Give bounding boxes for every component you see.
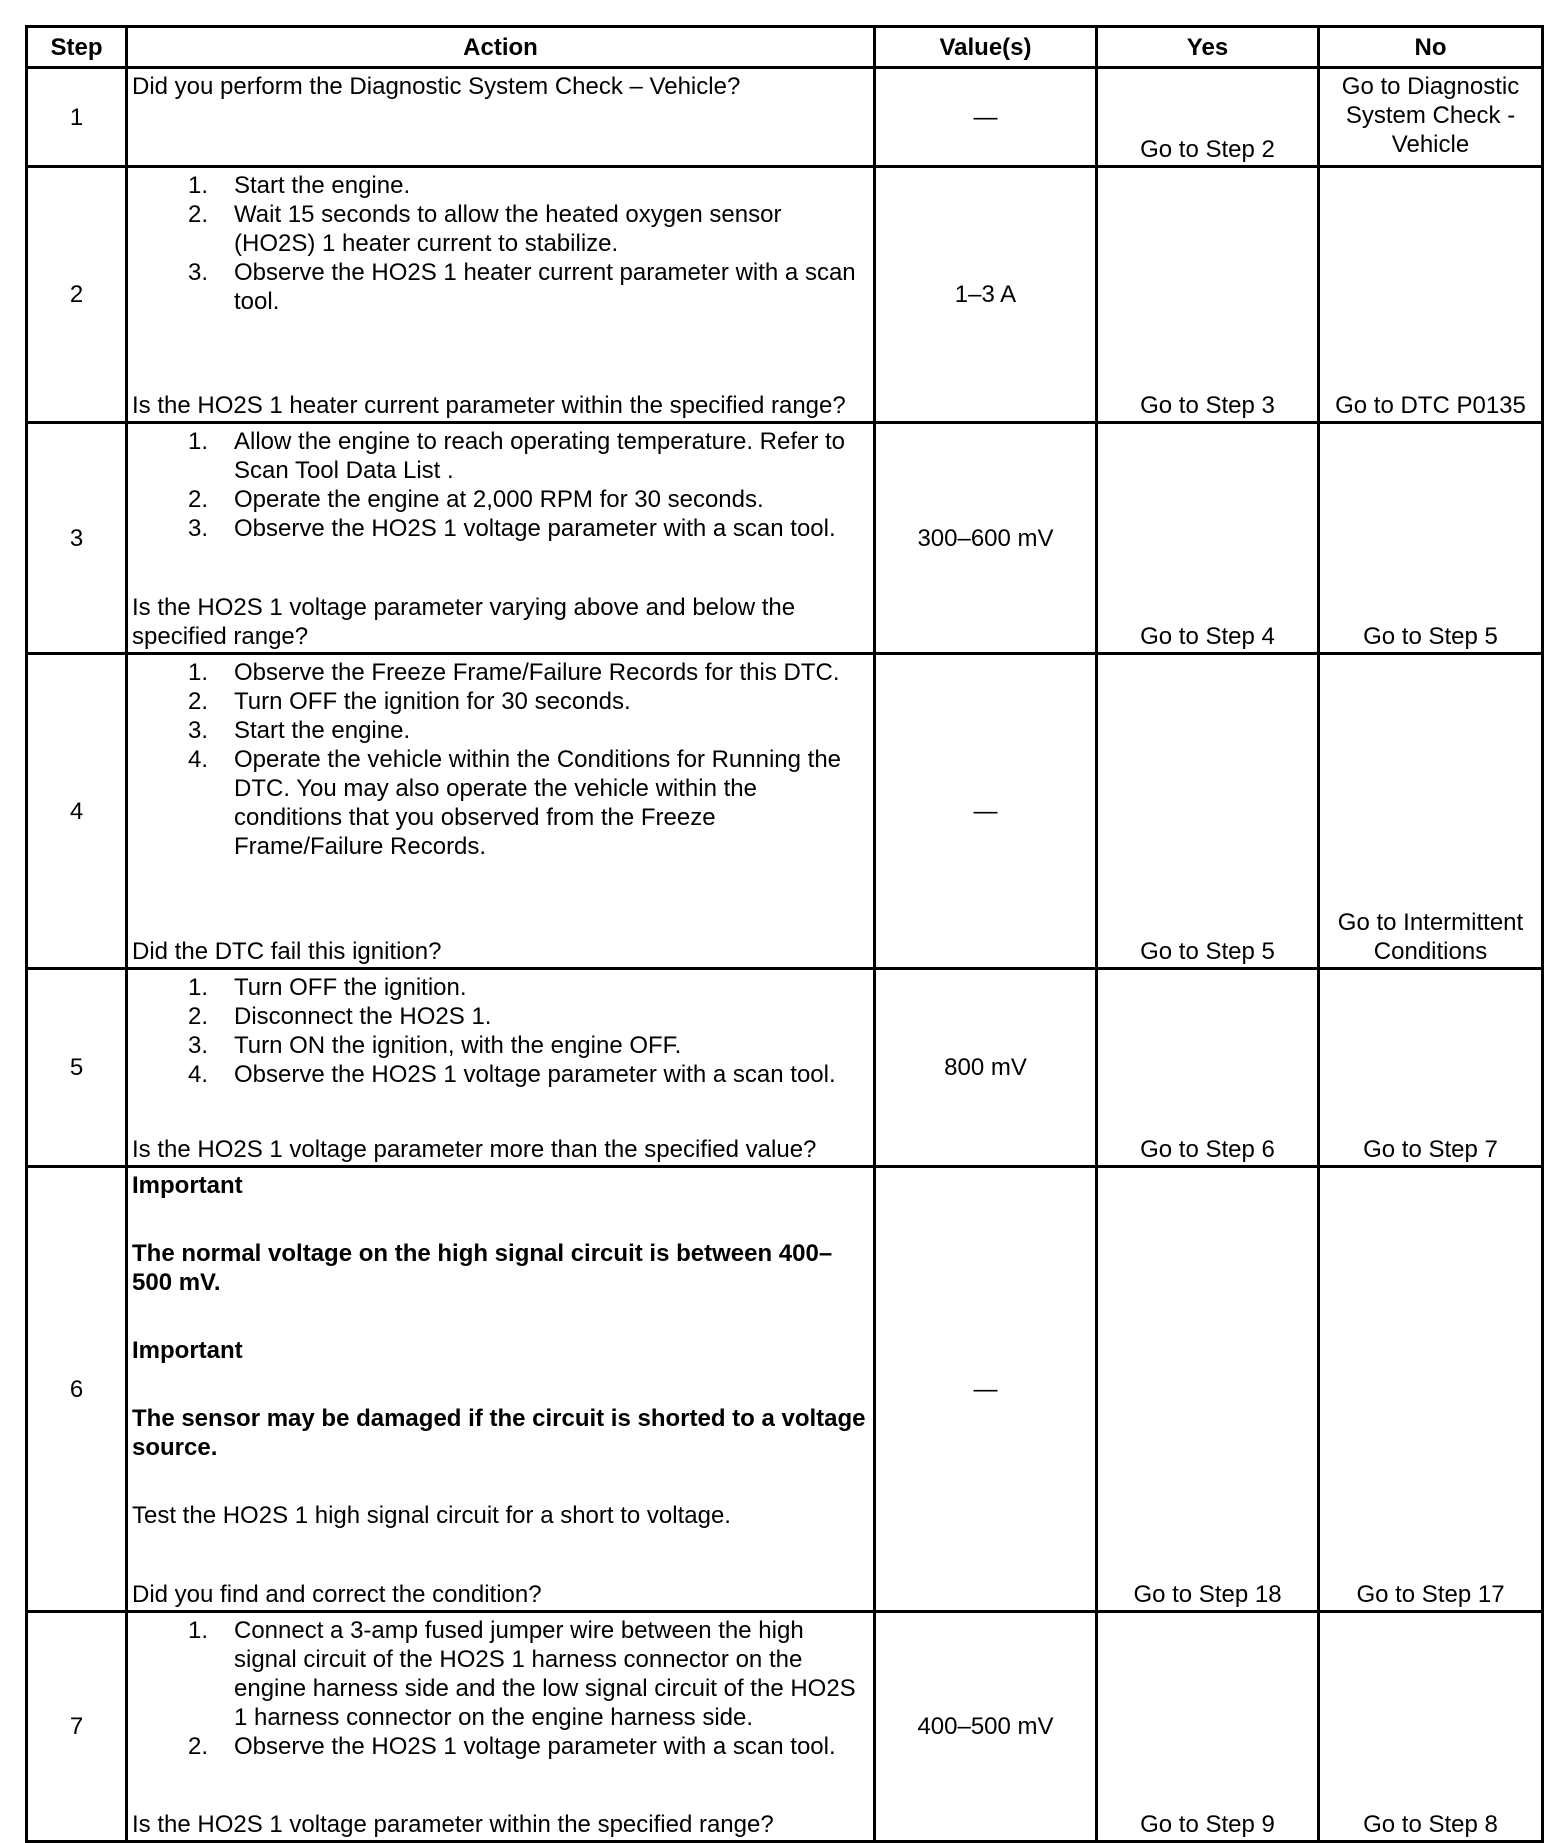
step-number: 5 — [27, 969, 127, 1167]
action-cell — [127, 969, 875, 1167]
diagnostic-table — [25, 25, 1544, 1843]
list-item: 3. Observe the HO2S 1 heater current parameter with a scan tool. — [188, 259, 856, 315]
yes-cell — [1097, 654, 1319, 969]
action-question: Is the HO2S 1 voltage parameter varying above and below the specified range? — [132, 594, 796, 650]
action-steps — [132, 1616, 869, 1761]
header-action: Action — [127, 27, 875, 68]
important-label: Important — [132, 1172, 243, 1199]
action-steps — [132, 171, 869, 316]
no-cell — [1319, 969, 1543, 1167]
list-item: 3. Start the engine. — [188, 717, 411, 744]
list-item: 2. Operate the engine at 2,000 RPM for 30 seconds. — [188, 486, 764, 513]
table-header-row — [27, 27, 1543, 68]
yes-text: Go to Step 9 — [1140, 1811, 1275, 1838]
action-question: Is the HO2S 1 voltage parameter within the specified range? — [132, 1811, 774, 1838]
table-row — [27, 1612, 1543, 1842]
table-row — [27, 423, 1543, 654]
list-item: 1. Turn OFF the ignition. — [188, 974, 467, 1001]
action-question: Did you find and correct the condition? — [132, 1581, 542, 1608]
yes-text: Go to Step 2 — [1140, 136, 1275, 163]
step-number: 3 — [27, 423, 127, 654]
no-cell — [1319, 167, 1543, 423]
yes-cell — [1097, 167, 1319, 423]
list-item: 2. Disconnect the HO2S 1. — [188, 1003, 492, 1030]
table-row — [27, 167, 1543, 423]
no-text: Go to Step 7 — [1363, 1136, 1498, 1163]
action-cell — [127, 654, 875, 969]
action-question: Did you perform the Diagnostic System Check – Vehicle? — [132, 73, 741, 100]
step-number: 6 — [27, 1167, 127, 1612]
action-cell — [127, 1167, 875, 1612]
no-cell — [1319, 654, 1543, 969]
table-row — [27, 969, 1543, 1167]
list-item: 2. Observe the HO2S 1 voltage parameter with a scan tool. — [188, 1733, 836, 1760]
value-cell: — — [875, 68, 1097, 167]
list-item: 1. Allow the engine to reach operating temperature. Refer to Scan Tool Data List . — [188, 428, 846, 484]
yes-text: Go to Step 4 — [1140, 623, 1275, 650]
step-number: 4 — [27, 654, 127, 969]
yes-cell — [1097, 969, 1319, 1167]
list-item: 2. Wait 15 seconds to allow the heated oxygen sensor (HO2S) 1 heater current to stabilize. — [188, 201, 782, 257]
important-label: Important — [132, 1337, 243, 1364]
list-item: 4. Operate the vehicle within the Conditions for Running the DTC. You may also operate the vehicle within the conditions that you observed from the Freeze Frame/Failure Records. — [188, 746, 842, 860]
list-item: 1. Observe the Freeze Frame/Failure Records for this DTC. — [188, 659, 840, 686]
list-item: 1. Connect a 3-amp fused jumper wire between the high signal circuit of the HO2S 1 harness connector on the engine harness side and the low signal circuit of the HO2S 1 harness connector on the engine harness side. — [188, 1617, 856, 1731]
action-question: Did the DTC fail this ignition? — [132, 938, 442, 965]
header-step: Step — [27, 27, 127, 68]
no-text: Go to Diagnostic System Check - Vehicle — [1341, 73, 1520, 158]
header-yes: Yes — [1097, 27, 1319, 68]
list-item: 3. Turn ON the ignition, with the engine OFF. — [188, 1032, 682, 1059]
yes-text: Go to Step 5 — [1140, 938, 1275, 965]
yes-cell — [1097, 1167, 1319, 1612]
yes-cell — [1097, 1612, 1319, 1842]
action-cell — [127, 1612, 875, 1842]
no-text: Go to Step 8 — [1363, 1811, 1498, 1838]
table-row — [27, 1167, 1543, 1612]
header-no: No — [1319, 27, 1543, 68]
value-cell: 300–600 mV — [875, 423, 1097, 654]
value-cell: — — [875, 654, 1097, 969]
action-question: Is the HO2S 1 voltage parameter more than the specified value? — [132, 1136, 817, 1163]
value-cell: 400–500 mV — [875, 1612, 1097, 1842]
header-values: Value(s) — [875, 27, 1097, 68]
action-cell — [127, 167, 875, 423]
no-text: Go to Step 17 — [1356, 1581, 1505, 1608]
action-instruction: Test the HO2S 1 high signal circuit for a short to voltage. — [132, 1502, 731, 1529]
action-steps — [132, 658, 869, 861]
list-item: 3. Observe the HO2S 1 voltage parameter with a scan tool. — [188, 515, 836, 542]
list-item: 2. Turn OFF the ignition for 30 seconds. — [188, 688, 631, 715]
yes-cell — [1097, 68, 1319, 167]
table-row — [27, 654, 1543, 969]
step-number: 7 — [27, 1612, 127, 1842]
action-question: Is the HO2S 1 heater current parameter within the specified range? — [132, 392, 846, 419]
no-cell — [1319, 1612, 1543, 1842]
action-steps — [132, 427, 869, 543]
no-text: Go to DTC P0135 — [1335, 392, 1526, 419]
yes-text: Go to Step 18 — [1133, 1581, 1282, 1608]
important-note: The sensor may be damaged if the circuit is shorted to a voltage source. — [132, 1405, 866, 1461]
important-note: The normal voltage on the high signal circuit is between 400–500 mV. — [132, 1240, 833, 1296]
action-steps — [132, 973, 869, 1089]
table-row — [27, 68, 1543, 167]
value-cell: — — [875, 1167, 1097, 1612]
value-cell: 1–3 A — [875, 167, 1097, 423]
value-cell: 800 mV — [875, 969, 1097, 1167]
list-item: 4. Observe the HO2S 1 voltage parameter with a scan tool. — [188, 1061, 836, 1088]
no-cell — [1319, 423, 1543, 654]
no-cell — [1319, 1167, 1543, 1612]
step-number: 1 — [27, 68, 127, 167]
action-cell — [127, 68, 875, 167]
action-cell — [127, 423, 875, 654]
no-cell — [1319, 68, 1543, 167]
yes-text: Go to Step 6 — [1140, 1136, 1275, 1163]
yes-cell — [1097, 423, 1319, 654]
list-item: 1. Start the engine. — [188, 172, 411, 199]
step-number: 2 — [27, 167, 127, 423]
no-text: Go to Intermittent Conditions — [1337, 909, 1524, 965]
no-text: Go to Step 5 — [1363, 623, 1498, 650]
yes-text: Go to Step 3 — [1140, 392, 1275, 419]
